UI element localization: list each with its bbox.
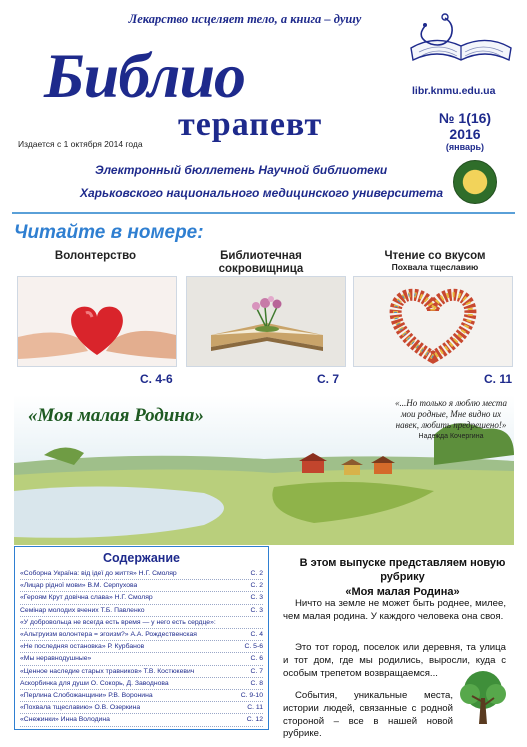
toc-row[interactable]: [20, 666, 263, 678]
toc-row-page: С. 9-10: [240, 692, 263, 700]
quote-author: Надежда Кочергина: [418, 433, 484, 441]
toc-row[interactable]: [20, 605, 263, 617]
masthead-title-line2: терапевт: [178, 106, 323, 143]
toc-row-page: С. 3: [250, 594, 263, 602]
toc-row-page: С. 5-6: [244, 643, 263, 651]
toc-row-title: Семінар молодих вчених Т.Б. Павленко: [20, 606, 145, 614]
publication-since: Издается с 1 октября 2014 года: [18, 139, 143, 149]
toc-row-title: Аскорбинка для души О. Сокорь, Д. Заводнова: [20, 679, 169, 687]
intro-paragraph: События, уникальные места, истории людей, связанные с родной стороной – все в нашей новой рубрике.: [283, 690, 453, 740]
issue-year: 2016: [449, 126, 481, 142]
family-tree-icon: [452, 668, 514, 730]
open-book-stethoscope-icon: [405, 8, 517, 74]
book-flowers-photo[interactable]: [186, 276, 346, 367]
intro-heading-text: В этом выпуске представляем новую рубрику: [299, 557, 506, 584]
toc-row-title: «Лицар рідної мови» В.М. Серпухова: [20, 582, 138, 590]
hands-heart-photo[interactable]: [17, 276, 177, 367]
toc-row-title: «Героям Крут довічна слава» Н.Г. Смоляр: [20, 594, 153, 602]
intro-heading-title: «Моя малая Родина»: [345, 585, 460, 598]
toc-row-page: С. 2: [250, 582, 263, 590]
toc-row-page: С. 2: [250, 570, 263, 577]
toc-row-title: «Снежинки» Инна Володина: [20, 716, 110, 724]
toc-row[interactable]: [20, 580, 263, 592]
toc-row-title: «У добровольца не всегда есть время — у него есть сердце»:: [20, 618, 216, 626]
toc-row-page: С. 12: [246, 716, 263, 724]
subtitle-line1: Электронный бюллетень Научной библиотеки: [95, 163, 388, 177]
toc-row[interactable]: [20, 690, 263, 702]
toc-row-page: С. 6: [250, 655, 263, 663]
toc-row[interactable]: [20, 641, 263, 653]
feature-page-reading[interactable]: С. 11: [484, 372, 513, 386]
masthead-title-line1: Библио: [44, 40, 246, 111]
toc-row-title: «Не последняя остановка» Р. Курбанов: [20, 643, 145, 651]
subtitle-line2: Харьковского национального медицинского университета: [80, 186, 444, 200]
banner-title: «Моя малая Родина»: [28, 405, 204, 426]
toc-row-page: С. 7: [250, 667, 263, 675]
feature-caption-volunteering: [18, 250, 173, 263]
toc-row[interactable]: [20, 568, 263, 580]
issue-info: [430, 110, 500, 152]
heart-candies-photo[interactable]: [353, 276, 513, 367]
intro-heading: [285, 556, 520, 599]
toc-row[interactable]: [20, 617, 263, 629]
library-seal-icon: [453, 160, 497, 204]
quote-text: «...Но только я люблю места мои родные, Мне видно их навек, любить предрешено!»: [394, 398, 508, 430]
table-of-contents: [14, 546, 269, 730]
toc-row[interactable]: [20, 714, 263, 726]
toc-row-page: С. 4: [250, 631, 263, 639]
toc-row-title: «Альтруизм волонтера = эгоизм?» А.А. Рождественская: [20, 631, 197, 639]
toc-row[interactable]: [20, 629, 263, 641]
feature-label: Библиотечная сокровищница: [218, 250, 304, 276]
issue-number: № 1(16): [438, 110, 492, 126]
toc-row-title: «Похвала тщеславию» О.В. Озеркина: [20, 704, 141, 712]
feature-caption-treasury: [196, 250, 326, 276]
feature-sublabel: Похвала тщеславию: [391, 262, 479, 273]
toc-row-title: «Мы неравнодушные»: [20, 655, 92, 663]
toc-row-page: С. 11: [247, 704, 263, 712]
in-this-issue-heading: Читайте в номере:: [14, 222, 204, 243]
toc-row-title: «Перлина Слобожанщини» Р.В. Воронина: [20, 692, 153, 700]
toc-row-page: С. 3: [250, 606, 263, 614]
toc-row[interactable]: [20, 702, 263, 714]
intro-paragraph: Ничто на земле не может быть роднее, милее, чем малая родина. У каждого человека она своя.: [283, 598, 506, 622]
toc-row-title: «Ценное наследие старых травников» Т.В. Костюкевич: [20, 667, 195, 675]
feature-page-treasury[interactable]: С. 7: [317, 372, 340, 386]
feature-caption-reading: [360, 250, 510, 273]
motto: Лекарство исцеляет тело, а книга – душу: [128, 12, 362, 26]
feature-label: Волонтерство: [54, 250, 137, 262]
toc-heading: Содержание: [102, 551, 180, 565]
divider: [12, 212, 515, 214]
site-link[interactable]: libr.knmu.edu.ua: [412, 85, 496, 97]
issue-month: (январь): [445, 142, 485, 152]
toc-row-page: С. 8: [250, 679, 263, 687]
toc-row-title: «Соборна Україна: від ідеї до життя» Н.Г. Смоляр: [20, 570, 177, 577]
intro-paragraph: Это тот город, поселок или деревня, та улица и тот дом, где мы родились, выросли, куда с особым трепетом возвращаемся...: [283, 642, 506, 679]
toc-row[interactable]: [20, 592, 263, 604]
toc-row[interactable]: [20, 653, 263, 665]
toc-row[interactable]: [20, 678, 263, 690]
banner-quote: [392, 398, 510, 442]
feature-page-volunteering[interactable]: С. 4-6: [140, 372, 173, 386]
feature-label: Чтение со вкусом: [384, 250, 486, 262]
